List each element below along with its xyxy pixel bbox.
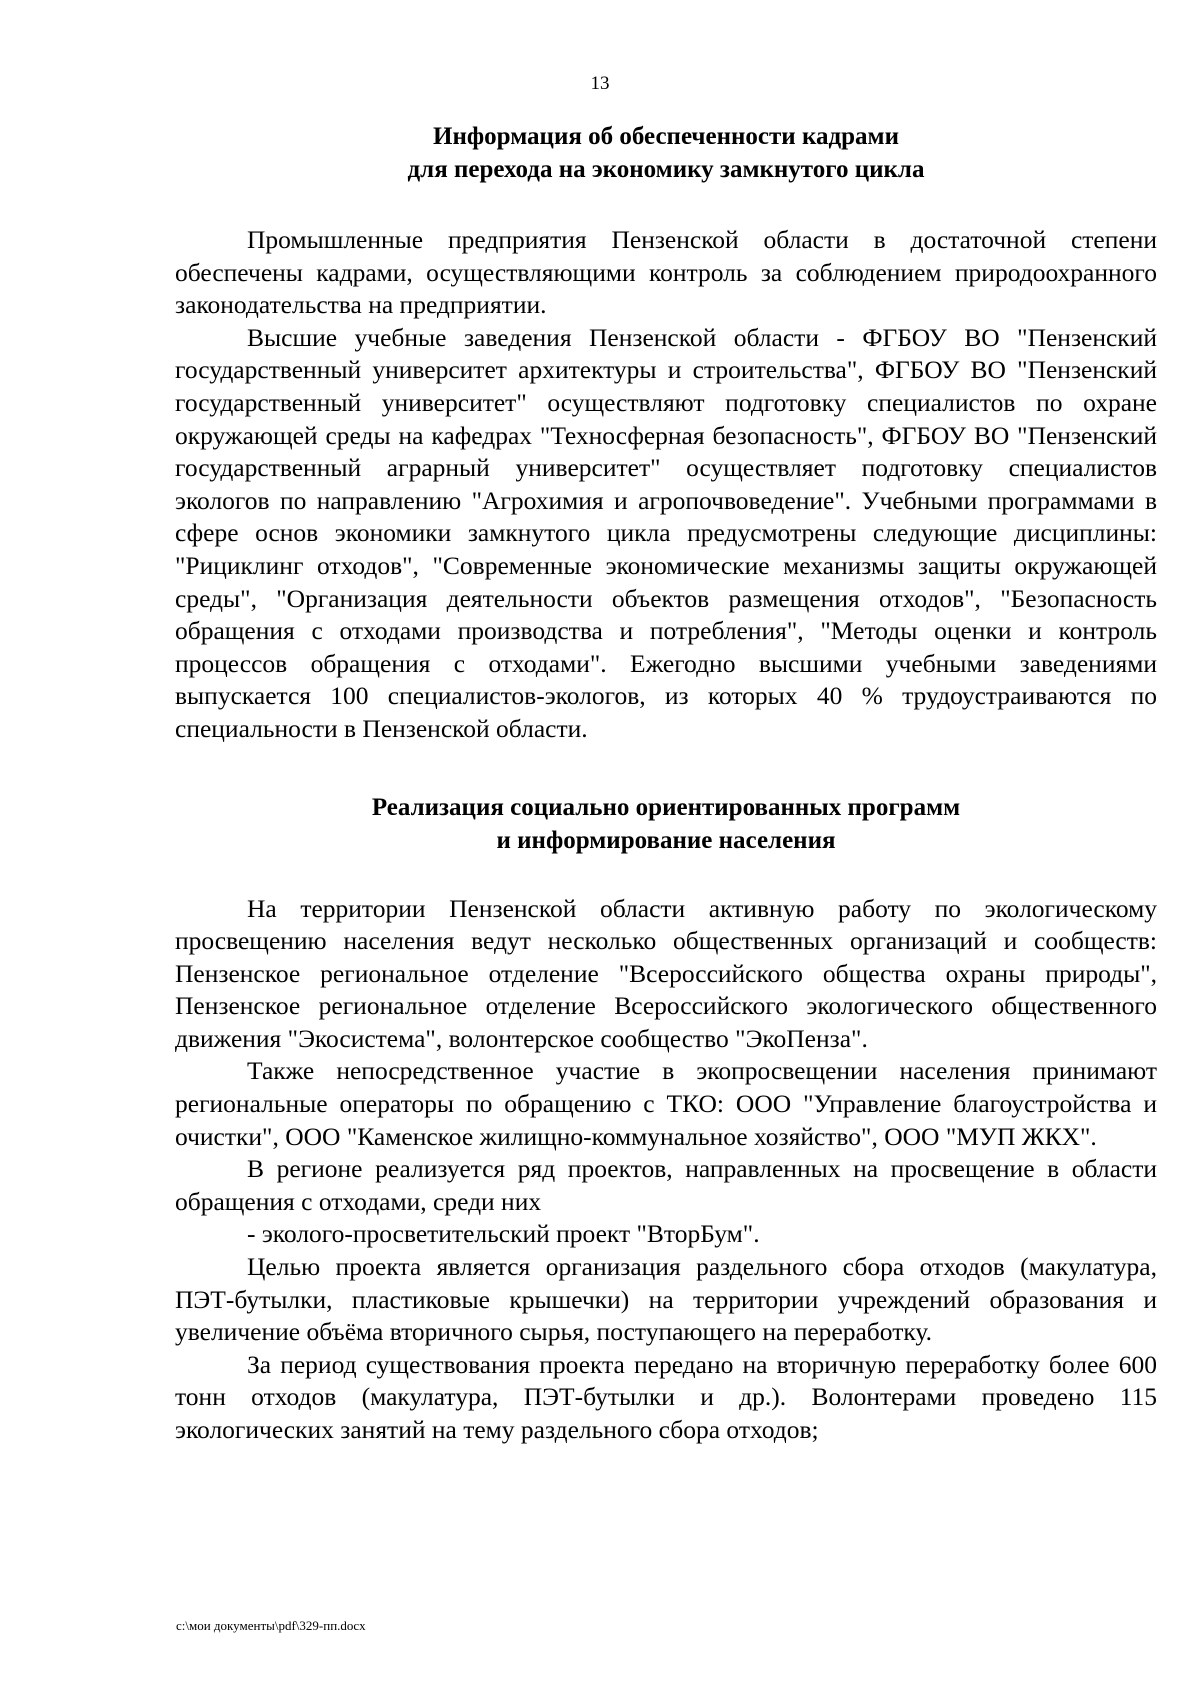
- paragraph: Также непосредственное участие в экопросвещении населения принимают региональные операторы по обращению с ТКО: ООО "Управление благоустройства и очистки", ООО "Каменское жилищно-коммунальное хозяйство", ООО "МУП ЖКХ".: [175, 1056, 1157, 1151]
- document-body: [175, 120, 1157, 1447]
- heading-line: Информация об обеспеченности кадрами: [433, 123, 899, 150]
- section-heading-social-programs: [175, 791, 1157, 857]
- paragraph: Промышленные предприятия Пензенской области в достаточной степени обеспечены кадрами, осуществляющими контроль за соблюдением природоохранного законодательства на предприятии.: [175, 225, 1157, 320]
- paragraph: За период существования проекта передано на вторичную переработку более 600 тонн отходов (макулатура, ПЭТ-бутылки и др.). Волонтерами проведено 115 экологических занятий на тему раздельного сбора отходов;: [175, 1349, 1157, 1444]
- file-path-footer: c:\мои документы\pdf\329-пп.docx: [176, 1618, 366, 1633]
- heading-line: Реализация социально ориентированных программ: [371, 793, 961, 821]
- paragraph: В регионе реализуется ряд проектов, направленных на просвещение в области обращения с отходами, среди них: [175, 1154, 1157, 1216]
- paragraph: Высшие учебные заведения Пензенской области - ФГБОУ ВО "Пензенский государственный университет архитектуры и строительства", ФГБОУ ВО "Пензенский государственный университет" осуществляют подготовку специалистов по охране окружающей среды на кафедрах "Техносферная безопасность", ФГБОУ ВО "Пензенский государственный аграрный университет" осуществляет подготовку специалистов экологов по направлению "Агрохимия и агропочвоведение". Учебными программами в сфере основ экономики замкнутого цикла предусмотрены следующие дисциплины: "Рициклинг отходов", "Современные экономические механизмы защиты окружающей среды", "Организация деятельности объектов размещения отходов", "Безопасность обращения с отходами производства и потребления", "Методы оценки и контроль процессов обращения с отходами". Ежегодно высшими учебными заведениями выпускается 100 специалистов-экологов, из которых 40 % трудоустраиваются по специальности в Пензенской области.: [175, 322, 1157, 743]
- section-heading-staffing: [175, 120, 1157, 186]
- paragraph: На территории Пензенской области активную работу по экологическому просвещению населения ведут несколько общественных организаций и сообществ: Пензенское региональное отделение "Всероссийского общества охраны природы", Пензенское региональное отделение Всероссийского экологического общественного движения "Экосистема", волонтерское сообщество "ЭкоПенза".: [175, 893, 1157, 1053]
- paragraph: - эколого-просветительский проект "ВторБум".: [247, 1219, 760, 1249]
- heading-line: и информирование населения: [496, 826, 836, 854]
- paragraph: Целью проекта является организация раздельного сбора отходов (макулатура, ПЭТ-бутылки, пластиковые крышечки) на территории учреждений образования и увеличение объёма вторичного сырья, поступающего на переработку.: [175, 1252, 1157, 1347]
- heading-line: для перехода на экономику замкнутого цикла: [407, 156, 925, 183]
- page-number: 13: [590, 73, 610, 94]
